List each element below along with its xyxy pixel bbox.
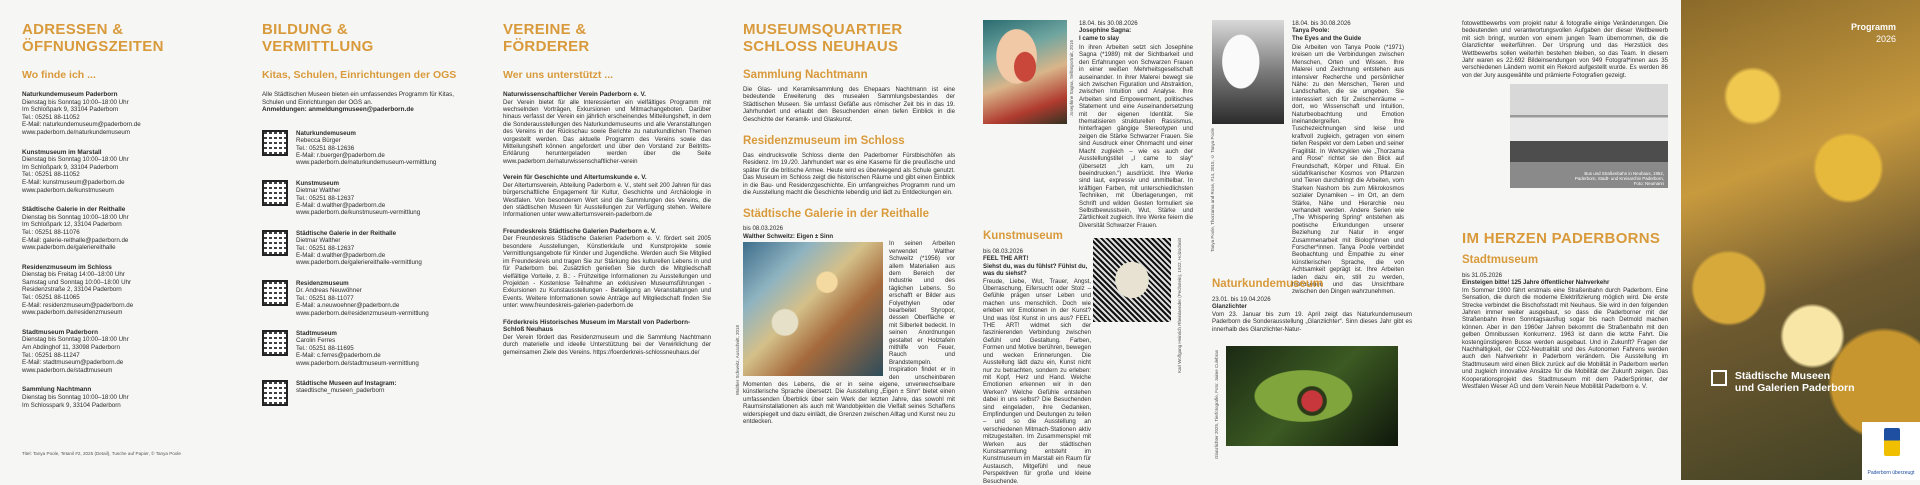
cover-year: 2026 xyxy=(1875,34,1896,44)
sagna-artwork-image xyxy=(983,20,1067,124)
brand-text: Paderborn überzeugt xyxy=(1867,470,1915,476)
qr-code-icon[interactable] xyxy=(262,380,288,406)
address-name: Kunstmuseum im Marstall xyxy=(22,148,102,156)
address-line[interactable]: www.paderborn.de/galeriereithalle xyxy=(22,244,116,252)
sagna-text: In ihren Arbeiten setzt sich Josephine Sagna (*1989) mit der Sichtbarkeit und den Erfahrungen von Schwarzen Frauen in einer weißen Mehrheitsgesellschaft auseinander. In ihrer Malerei bewegt sie sich zwischen Figuration und Abstraktion, zwischen Intuition und Analyse. Ihre Arbeiten sind Empowerment, politisches Statement und eine Auseinandersetzung mit der eigenen Identität. Sie thematisieren strukturellen Rassismus, hinterfragen gängige Stereotypen und zeigen die Stärke Schwarzer Frauen. Sie sind Ausdruck einer Ohnmacht und einer Macht zugleich – wie es auch der Ausstellungstitel „I came to slay“ (übersetzt „Ich kam, um zu beeindrucken.“) ausdrückt. Ihre Werke sind laut, expressiv und unmittelbar. In kräftigen Farben, mit unterschiedlichsten Techniken, mit Überlagerungen, mit Schrift und wilden Gesten formuliert sie Selbstbewusstsein, Wut, Stärke und Zärtlichkeit zugleich. Ihre Werke feiern die Diversität Schwarzer Frauen. xyxy=(1079,44,1193,229)
mq-residenz-heading: Residenzmuseum im Schloss xyxy=(743,135,905,148)
bildung-subtitle: Kitas, Schulen, Einrichtungen der OGS xyxy=(262,69,457,81)
contact-name: Städtische Museen auf Instagram: xyxy=(296,379,397,387)
verein-name: Förderkreis Historisches Museum im Marstall von Paderborn-Schloß Neuhaus xyxy=(503,318,691,334)
address-entry xyxy=(22,91,222,137)
adressen-title: ADRESSEN & ÖFFNUNGSZEITEN xyxy=(22,21,164,55)
address-name: Stadtmuseum Paderborn xyxy=(22,328,98,336)
address-line: Tel.: 05251 88-11065 xyxy=(22,294,80,302)
address-line: Tel.: 05251 88-11247 xyxy=(22,351,80,359)
schweitz-caption: Walther Schweitz, Ausschnitt, 2018 xyxy=(735,325,740,396)
mq-galerie-heading: Städtische Galerie in der Reithalle xyxy=(743,208,929,221)
verein-entry xyxy=(503,174,711,219)
poole-text-cont xyxy=(1212,144,1412,240)
feel-sub: Siehst du, was du fühlst? Fühlst du, was du siehst? xyxy=(983,262,1088,278)
feel-text-cont xyxy=(983,342,1193,378)
address-line[interactable]: E-Mail: residenzmuseum@paderborn.de xyxy=(22,301,134,309)
qr-code-icon[interactable] xyxy=(262,280,288,306)
glanz-text: Vom 23. Januar bis zum 19. April zeigt das Naturkundemuseum Paderborn die Sonderausstellung „Glanzlichter“. Sinn dieses Jahr gibt es innerhalb des Glanzlichter-Natur- xyxy=(1212,310,1412,333)
glanzlichter-photo xyxy=(1226,346,1398,446)
contact-line[interactable]: E-Mail: r.buerger@paderborn.de xyxy=(296,152,385,159)
address-line: Im Schloßpark 12, 33104 Paderborn xyxy=(22,221,122,229)
sagna-artist: Josephine Sagna: xyxy=(1079,27,1132,35)
contact-name: Stadtmuseum xyxy=(296,329,337,337)
logo-line1: Städtische Museen xyxy=(1734,370,1831,382)
qr-code-icon[interactable] xyxy=(262,330,288,356)
pechstein-caption: Karl Wolfgang Heinrich Rheinlaender (Pechstein), 1922, Holzschnitt xyxy=(1177,238,1182,373)
contact-name: Kunstmuseum xyxy=(296,179,339,187)
contact-line: Dietmar Walther xyxy=(296,237,341,245)
sagna-caption: Josephine Sagna, Selbstportrait, 2016 xyxy=(1069,40,1074,117)
address-name: Residenzmuseum im Schloss xyxy=(22,263,112,271)
glanz-date: 23.01. bis 19.04.2026 xyxy=(1212,296,1271,303)
cover-panel xyxy=(1681,0,1920,480)
mq-galerie-subheading: Walther Schweitz: Eigen ± Sinn xyxy=(743,232,834,240)
cover-logo xyxy=(1711,370,1855,394)
mq-galerie-date: bis 08.03.2026 xyxy=(743,225,783,233)
sagna-text-cont xyxy=(983,127,1193,219)
title-credit: Titel: Tanya Poole, Tetanil #2, 2025 (Detail), Tusche auf Papier, © Tanya Poole xyxy=(22,451,181,456)
feel-title: FEEL THE ART! xyxy=(983,255,1029,263)
contact-text xyxy=(296,330,419,367)
vereine-subtitle: Wer uns unterstützt ... xyxy=(503,69,614,81)
stadtmuseum-text: Im Sommer 1900 fährt erstmals eine Straßenbahn durch Paderborn. Eine Sensation, die durch die moderne Elektrifizierung möglich wird. Die erste Strecke verbindet die Bischofsstadt mit Neuhaus. Sie wird in den folgenden Jahren immer weiter ausgebaut, so dass die Paderborner mit der Straßenbahn ihren Sonntagsausflug sogar bis nach Detmold machen können. Aber in den 1960er Jahren bekommt die Straßenbahn mit den gelben Omnibussen Konkurrenz. 1963 ist dann die letzte Fahrt. Die kostengünstigeren Busse werden ausgebaut. Und in Zukunft? Fragen der Nachhaltigkeit, der CO2-Neutralität und des Autonomen Fahrens werden auch den Nahverkehr in Paderborn verändern. Die Ausstellung im Stadtmuseum wird einen Blick zurück auf die Mobilität in Paderborn werfen und zugleich innovative Ansätze für die Mobilität der Zukunft zeigen. Das Kooperationsprojekt des Stadtmuseum mit dem PaderSprinter, der Westfalen Weser AG und dem Verein Neue Mobilität Paderborn e. V. xyxy=(1462,286,1668,391)
contact-name: Städtische Galerie in der Reithalle xyxy=(296,229,397,237)
schweitz-artwork-image xyxy=(743,242,883,376)
address-line: Dienstag bis Sonntag 10:00–18:00 Uhr xyxy=(22,336,129,344)
address-name: Städtische Galerie in der Reithalle xyxy=(22,206,126,214)
address-line: Dienstag bis Sonntag 10:00–18:00 Uhr xyxy=(22,98,129,106)
naturkunde-heading: Naturkundemuseum xyxy=(1212,278,1324,290)
contact-text xyxy=(296,180,420,217)
contact-line: Dietmar Walther xyxy=(296,187,341,195)
stadtmuseum-date: bis 31.05.2026 xyxy=(1462,272,1502,279)
address-line[interactable]: E-Mail: naturkundemuseum@paderborn.de xyxy=(22,121,141,129)
address-entry xyxy=(22,206,222,252)
contact-line: Carolin Ferres xyxy=(296,337,336,345)
poole-column xyxy=(1212,0,1444,480)
address-line: Tel.: 05251 88-11052 xyxy=(22,113,80,121)
poole-date: 18.04. bis 30.08.2026 xyxy=(1292,20,1351,27)
address-line: Im Schlosspark 9, 33104 Paderborn xyxy=(22,401,121,409)
qr-code-icon[interactable] xyxy=(262,130,288,156)
vereine-column xyxy=(503,0,711,480)
mq-galerie-text: In seinen Arbeiten verwendet Walther Schweitz (*1956) vor allem Materialien aus dem Bereich der Industrie und des täglichen Lebens. So erschafft er Bilder aus Folyethylen oder bearbeitet Styropor, dessen Oberfläche er mit Silberleit bedeckt. In seinen Anordnungen gestaltet er Holztafeln mithilfe von Feuer, Rauch und Brandstempeln. Inspiration findet er in den unscheinbaren Momenten des Lebens, die er in seine eigene, unverwechselbare künstlerische Sprache übersetzt. Die Ausstellung „Eigen ± Sinn“ bietet einen umfassenden Überblick über sein Werk der letzten Jahre, das sowohl mit Raumsinstallationen als auch mit Wandobjekten die Vielfalt seines Schaffens widerspiegelt und dazu einlädt, die Grenzen zwischen Alltag und Kunst neu zu entdecken. xyxy=(743,240,955,426)
contact-entry xyxy=(262,230,472,267)
contact-line[interactable]: www.paderborn.de/naturkundemuseum-vermittlung xyxy=(296,159,437,167)
address-line: Am Abdinghof 11, 33098 Paderborn xyxy=(22,344,120,352)
address-line: Im Schloßpark 9, 33104 Paderborn xyxy=(22,163,119,171)
contact-name: Residenzmuseum xyxy=(296,279,349,287)
contact-text xyxy=(296,280,429,317)
verein-entry xyxy=(503,228,711,310)
contact-line: Tel.: 05251 88-11695 xyxy=(296,344,354,352)
verein-entry xyxy=(503,319,711,356)
tram-photo xyxy=(1510,84,1668,188)
contact-line: Rebecca Bürger xyxy=(296,137,341,145)
verein-text: Der Verein bietet für alle Interessierten ein vielfältiges Programm mit wechselnden Vorträgen, Exkursionen und Mitmachangeboten. Darüber hinaus verfasst der Verein ein jährlich erscheinendes Mitteilungsheft, in dem die Sonderausstellungen des Naturkundemuseums und alle Veranstaltungen des Vereins in der Rückschau sowie Berichte zu naturkundlichen Themen vorgestellt werden. Das aktuelle Programm des Vereins sowie das Mitteilungsheft können angefordert und über den Vorstand zur Beitritts-Erklärung heruntergeladen werden über die Seite www.paderborn.de/naturwissenschaftlicher-verein xyxy=(503,98,711,165)
contact-text xyxy=(296,380,396,406)
feel-text: Freude, Liebe, Wut, Trauer, Angst, Überraschung, Eifersucht oder Stolz – Gefühle prägen unser Leben und machen uns menschlich. Doch wie erleben wir Emotionen in der Kunst? Und was löst Kunst in uns aus? FEEL THE ART! widmet sich der faszinierenden Verbindung zwischen Gefühl und Gestaltung. Farben, Formen und Motive berühren, bewegen und wecken Erinnerungen. Die Ausstellung lädt dazu ein, Kunst nicht nur zu betrachten, sondern zu erleben: mit Kopf, Herz und Hand. Welche Emotionen erkennen wir in den Werken? Welche Gefühle entstehen dabei in uns selbst? Die Besuchenden sind eingeladen, ihre Gedanken, Empfindungen und Deutungen zu teilen – und so die Ausstellung an verschiedenen Mitmach-Stationen aktiv mitzugestalten. Im Zusammenspiel mit Werken aus der städtischen Kunstsammlung entsteht im Kunstmuseum im Marstall ein Raum für Austausch, Mitgefühl und neue Perspektiven für große und kleine Besuchende. xyxy=(983,277,1091,485)
address-entry xyxy=(22,264,222,317)
verein-text: Der Verein fördert das Residenzmuseum und die Sammlung Nachtmann durch materielle und ideelle Unterstützung bei der Verwirklichung der gemeinsamen Ziele des Vereins. https://foerderkreis-schlossneuhaus.de/ xyxy=(503,333,711,356)
feel-date: bis 08.03.2026 xyxy=(983,248,1023,255)
herzen-title: IM HERZEN PADERBORNS xyxy=(1462,230,1661,247)
verein-name: Naturwissenschaftlicher Verein Paderborn e. V. xyxy=(503,91,646,98)
poole-title: The Eyes and the Guide xyxy=(1292,34,1362,42)
address-line: Dienstag bis Sonntag 10:00–18:00 Uhr xyxy=(22,213,129,221)
contact-line: staedtische_museen_paderborn xyxy=(296,387,385,395)
verein-name: Verein für Geschichte und Altertumskunde e. V. xyxy=(503,174,647,182)
logo-line2: und Galerien Paderborn xyxy=(1734,382,1855,394)
vereine-list xyxy=(503,91,711,356)
contact-line[interactable]: www.paderborn.de/kunstmuseum-vermittlung xyxy=(296,209,421,217)
bildung-title: BILDUNG & VERMITTLUNG xyxy=(262,21,374,55)
poole-artist: Tanya Poole: xyxy=(1292,27,1330,35)
address-line[interactable]: www.paderborn.de/stadtmuseum xyxy=(22,366,113,374)
address-name: Naturkundemuseum Paderborn xyxy=(22,91,118,98)
contact-line[interactable]: E-Mail: a.neuwoehner@paderborn.de xyxy=(296,302,400,310)
poole-artwork-image xyxy=(1212,20,1284,124)
logo-icon xyxy=(1711,370,1727,386)
stadtmuseum-heading: Stadtmuseum xyxy=(1462,254,1539,266)
verein-entry xyxy=(503,91,711,165)
contact-entry xyxy=(262,180,472,217)
sagna-date: 18.04. bis 30.08.2026 xyxy=(1079,20,1138,27)
address-line[interactable]: E-Mail: kunstmuseum@paderborn.de xyxy=(22,178,125,186)
adressen-column xyxy=(22,0,222,480)
address-line: Residenzstraße 2, 33104 Paderborn xyxy=(22,286,122,294)
brand-mark-icon xyxy=(1884,428,1900,456)
address-entry xyxy=(22,386,222,409)
address-line: Im Schloßpark 9, 33104 Paderborn xyxy=(22,106,119,114)
bildung-intro: Alle Städtischen Museen bieten ein umfassendes Programm für Kitas, Schulen und Einrichtungen der OGS an. Anmeldungen: anmeldungmuseen@paderborn.de xyxy=(262,91,454,114)
cover-programm: Programm xyxy=(1850,22,1896,32)
pechstein-woodcut-image xyxy=(1093,238,1171,322)
address-entry xyxy=(22,329,222,375)
verein-name: Freundeskreis Städtische Galerien Paderborn e. V. xyxy=(503,227,657,235)
address-line: Tel.: 05251 88-11052 xyxy=(22,171,80,179)
address-line[interactable]: www.paderborn.de/residenzmuseum xyxy=(22,309,123,317)
address-line: Dienstag bis Sonntag 10:00–18:00 Uhr xyxy=(22,394,129,401)
mq-title: MUSEUMSQUARTIER SCHLOSS NEUHAUS xyxy=(743,21,903,55)
address-line: Tel.: 05251 88-11076 xyxy=(22,228,80,236)
contact-line: Dr. Andreas Neuwöhner xyxy=(296,287,362,295)
contact-entry xyxy=(262,130,472,167)
adressen-subtitle: Wo finde ich ... xyxy=(22,69,96,81)
museumsquartier-column xyxy=(735,0,955,480)
glanz-title: Glanzlichter xyxy=(1212,303,1247,311)
address-name: Sammlung Nachtmann xyxy=(22,386,92,394)
address-line: Samstag und Sonntag 10:00–18:00 Uhr xyxy=(22,278,132,286)
contact-entry xyxy=(262,330,472,367)
address-line[interactable]: E-Mail: galerie-reithalle@paderborn.de xyxy=(22,236,129,244)
contact-line[interactable]: E-Mail: d.walther@paderborn.de xyxy=(296,202,386,210)
contact-text xyxy=(296,230,422,267)
verein-text: Der Freundeskreis Städtische Galerien Paderborn e. V. fördert seit 2005 besondere Ausstellungen, Künstlerkäufe und Kunstprojekte sowie Vermittlungsangebote für Kinder und Jugendliche. Werden auch Sie Mitglied im Freundeskreis und tragen Sie zur Stärkung des kulturellen Lebens in und für Paderborn bei. Zusätzlich genießen Sie durch die Mitgliedschaft vielfältige Vorteile, z. B.: - Frühzeitige Informationen zu Ausstellungen und Projekten - Kostenlose Teilnahme an exklusiven Museumsführungen - Exkursionen zu Kunstausstellungen - Beteiligung an Veranstaltungen und Events. Weitere Informationen sowie Anträge auf Mitgliedschaft finden Sie unter: www.freundeskreis-galerien-paderborn.de xyxy=(503,235,711,310)
vereine-title: VEREINE & FÖRDERER xyxy=(503,21,590,55)
contact-line[interactable]: E-Mail: d.walther@paderborn.de xyxy=(296,252,386,260)
kunstmuseum-column xyxy=(983,0,1193,485)
mq-residenz-text: Das eindrucksvolle Schloss diente den Paderborner Fürstbischöfen als Residenz. Im 19./20. Jahrhundert war es eine Kaserne für die preußische und später für die britische Armee. Heute wird es überwiegend als Schule genutzt. Das Museum im Schloss zeigt die historischen Räume und gibt einen Einblick in die Bau- und Residenzgeschichte. Ein umfangreiches Programm rund um die Ausstellung macht die Geschichte lebendig und lädt zu Entdeckungen ein. xyxy=(743,152,955,197)
bildung-column xyxy=(262,0,472,480)
address-line: Dienstag bis Freitag 14:00–18:00 Uhr xyxy=(22,271,125,279)
kunstmuseum-heading: Kunstmuseum xyxy=(983,230,1063,242)
adressen-list xyxy=(22,91,222,409)
contact-line: Tel.: 05251 88-12636 xyxy=(296,144,355,152)
contact-name: Naturkundemuseum xyxy=(296,129,356,137)
herzen-column xyxy=(1462,0,1682,480)
address-line: Dienstag bis Sonntag 10:00–18:00 Uhr xyxy=(22,156,129,164)
address-line[interactable]: www.paderborn.de/naturkundemuseum xyxy=(22,128,130,136)
contact-line[interactable]: www.paderborn.de/stadtmuseum-vermittlung xyxy=(296,359,419,367)
contact-line[interactable]: www.paderborn.de/residenzmuseum-vermittlung xyxy=(296,309,429,317)
qr-code-icon[interactable] xyxy=(262,180,288,206)
stadtmuseum-sub: Einsteigen bitte! 125 Jahre öffentlicher Nahverkehr xyxy=(1462,279,1610,287)
contact-line: Tel.: 05251 88-11077 xyxy=(296,294,354,302)
contact-line: Tel.: 05251 88-12637 xyxy=(296,244,355,252)
mq-sammlung-heading: Sammlung Nachtmann xyxy=(743,69,868,81)
poole-text: Die Arbeiten von Tanya Poole (*1971) kreisen um die Verbindungen zwischen Menschen, Orten und Wissen. Ihre Malerei und Zeichnung entstehen aus intensiver Recherche und persönlicher Nähe: zu den Menschen, Tieren und Landschaften, die sie umgeben. Sie interessiert sich für Zwischenräume – dort, wo Wissenschaft und Intuition, Naturbeobachtung und Emotion ineinandergreifen. Ihre Tuschezeichnungen sind leise und kraftvoll zugleich, getragen von einem tiefen Respekt vor dem Leben und seiner Fragilität. In Werkzyklen wie „Thorzama and Rose“ richtet sie den Blick auf Freundschaft, Körper und Ritual. Ein südafrikanischer Kosmos von Pflanzen und Tieren durchdringt die Arbeiten, vom Starken Nashorn bis zum Mikrokosmos sozialer Dynamiken – im Ort, an dem Stärke, Nähe und Hierarchie neu verhandelt werden. Andere Serien wie „The Whispering Spring“ entstehen als poetische Erkundungen unserer Beziehung zur Natur in enger Zusammenarbeit mit Biolog*innen und Forscher*innen. Tanya Poole verbindet Beobachtung und Empathie zu einer künstlerischen Sprache, die von Achtsamkeit geprägt ist. Ihre Arbeiten laden dazu ein, still zu werden, hinzusehen und das Unsichtbare zwischen den Dingen wahrzunehmen. xyxy=(1292,44,1404,296)
qr-code-icon[interactable] xyxy=(262,230,288,256)
contact-line[interactable]: E-Mail: c.ferres@paderborn.de xyxy=(296,352,381,360)
herzen-top-text: fotowettbewerbs vom projekt natur & fotografie einige Veränderungen. Die bedeutenden und verantwortungsvollen Aufgaben der dieser Wettbewerb mit sich bringt, wurden von einem jungen Team übernommen, die die Glanzlichter weiterführen. Der Ursprung und das Herzstück des Wettbewerbs sollen weiterhin bestehen bleiben, so das Team. In diesem Jahr waren es 22.692 Bildeinsendungen von 949 Fotograf*innen aus 35 verschiedenen Ländern womit ein Rekord aufgestellt wurde. Es werden 86 von der Jury ausgewählte und prämierte Fotografien gezeigt. xyxy=(1462,20,1668,79)
mq-sammlung-text: Die Glas- und Keramiksammlung des Ehepaars Nachtmann ist eine bedeutende Erweiterung des musealen Sammlungsbestandes der Städtischen Museen. Sie umfasst Gefäße aus römischer Zeit bis in das 19. Jahrhundert und erlaubt den Besuchenden einen tiefen Einblick in die Geschichte der Keramik- und Glaskunst. xyxy=(743,86,955,123)
verein-text: Der Altertumsverein, Abteilung Paderborn e. V., steht seit 200 Jahren für das bürgerschaftliche Engagement für Kultur, Geschichte und Archäologie in Westfalen. Von besonderem Wert sind die Sammlungen des Vereins, die den städtischen Museen für Ausstellungen zur Verfügung stehen. Weitere Informationen unter www.altertumsverein-paderborn.de xyxy=(503,181,711,219)
contact-line[interactable]: www.paderborn.de/galeriereithalle-vermittlung xyxy=(296,259,422,267)
sagna-title: I came to slay xyxy=(1079,34,1119,42)
bildung-contacts xyxy=(262,130,472,406)
contact-entry xyxy=(262,380,472,406)
poole-caption: Tanya Poole, Thorzama and Rose, #14, 2015, © Tanya Poole xyxy=(1210,128,1215,252)
address-entry xyxy=(22,149,222,195)
contact-line: Tel.: 05251 88-12637 xyxy=(296,194,355,202)
address-line[interactable]: E-Mail: stadtmuseum@paderborn.de xyxy=(22,359,124,367)
contact-text xyxy=(296,130,436,167)
paderborn-brand xyxy=(1862,422,1920,480)
tram-caption: Bus und Straßenbahn in Neuhaus, 1952, Paderborn, Stadt- und Kreisarchiv Paderborn, Foto: Neumann xyxy=(1574,171,1664,186)
address-line[interactable]: www.paderborn.de/kunstmuseum xyxy=(22,186,114,194)
glanz-caption: Glanzlichter 2025, Tierfotografie, Foto: Jaime Culebras xyxy=(1214,350,1219,460)
contact-entry xyxy=(262,280,472,317)
